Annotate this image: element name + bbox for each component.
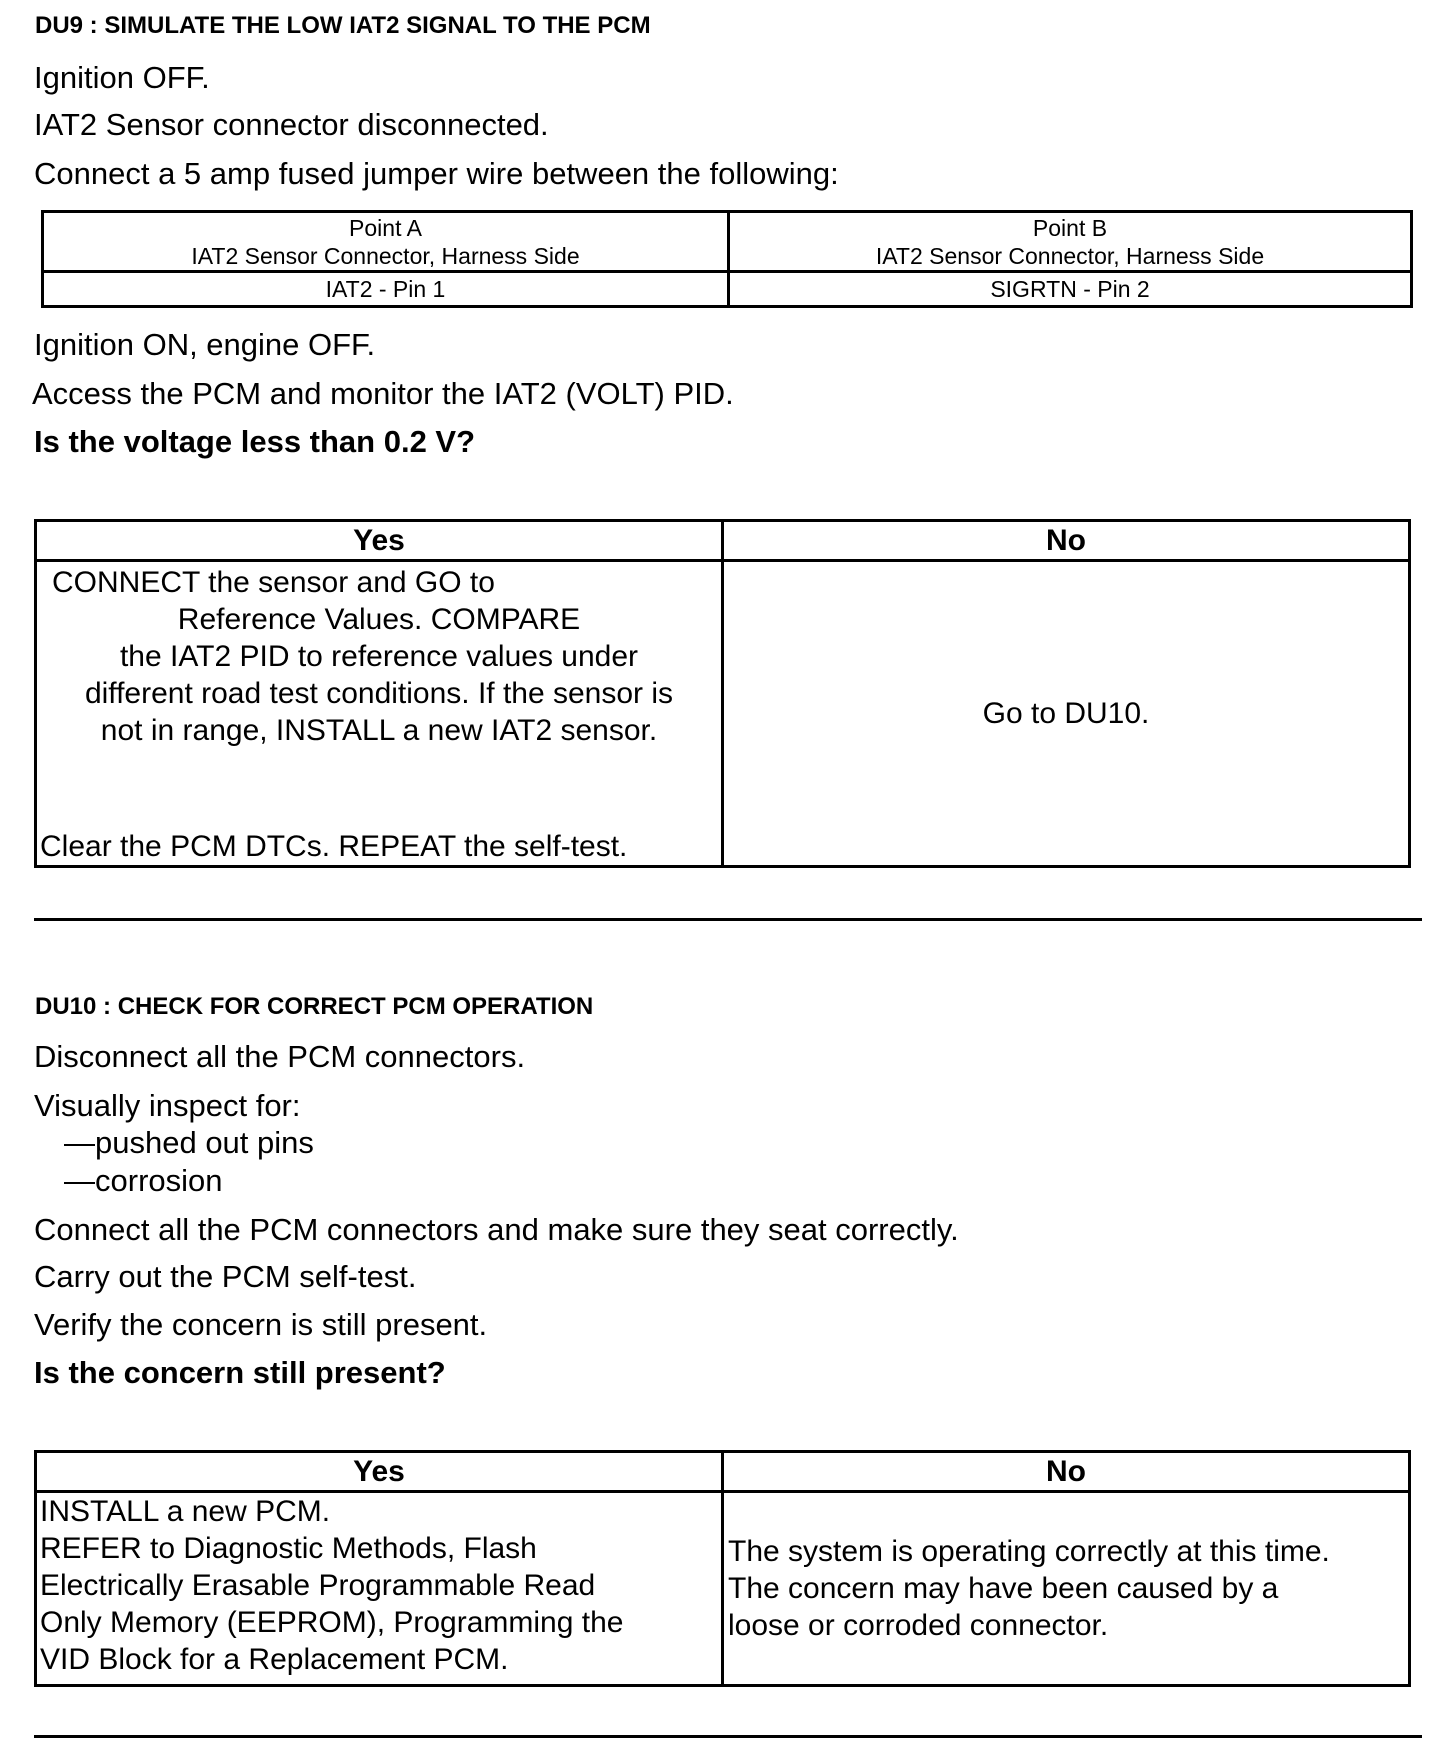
step-text: Connect a 5 amp fused jumper wire between the following: [34,156,839,191]
step-text: Ignition ON, engine OFF. [34,327,376,362]
step-text: Access the PCM and monitor the IAT2 (VOLT) PID. [32,376,734,411]
yes-cell [36,561,723,867]
point-a-pin: IAT2 - Pin 1 [43,272,729,307]
yes-line: CONNECT the sensor and GO to [52,566,495,599]
du9-result-table [34,519,1411,868]
point-b-header [729,212,1412,272]
no-line: loose or corroded connector. [728,1609,1109,1642]
step-text: Verify the concern is still present. [34,1307,488,1342]
yes-line: VID Block for a Replacement PCM. [40,1643,509,1676]
du10-result-table [34,1450,1411,1687]
no-cell [723,1492,1410,1686]
du9-title: DU9 : SIMULATE THE LOW IAT2 SIGNAL TO THE PCM [35,12,651,39]
no-header: No [723,1452,1410,1492]
du9-question: Is the voltage less than 0.2 V? [34,424,476,459]
divider [34,918,1422,921]
yes-line: Reference Values. COMPARE [177,603,581,636]
yes-header: Yes [36,1452,723,1492]
point-b-pin: SIGRTN - Pin 2 [729,272,1412,307]
no-line: The system is operating correctly at this time. [728,1535,1330,1568]
yes-line: different road test conditions. If the sensor is [84,677,674,710]
list-item: —pushed out pins [64,1125,314,1160]
no-line: The concern may have been caused by a [728,1572,1279,1605]
point-a-location: IAT2 Sensor Connector, Harness Side [191,242,580,269]
no-cell: Go to DU10. [723,561,1410,867]
jumper-table [41,210,1413,308]
point-b-location: IAT2 Sensor Connector, Harness Side [875,242,1265,269]
yes-line: the IAT2 PID to reference values under [119,640,639,673]
step-text: Carry out the PCM self-test. [34,1259,417,1294]
yes-line: Clear the PCM DTCs. REPEAT the self-test. [40,830,628,863]
no-header: No [723,521,1410,561]
yes-line: Electrically Erasable Programmable Read [40,1569,596,1602]
divider [34,1735,1422,1738]
point-a-label: Point A [349,214,422,241]
yes-line: Only Memory (EEPROM), Programming the [40,1606,624,1639]
yes-header: Yes [36,521,723,561]
yes-cell [36,1492,723,1686]
step-text: Connect all the PCM connectors and make sure they seat correctly. [34,1212,959,1247]
du10-title: DU10 : CHECK FOR CORRECT PCM OPERATION [35,993,594,1020]
step-text: Ignition OFF. [34,60,210,95]
du10-question: Is the concern still present? [34,1355,446,1390]
point-b-label: Point B [1032,214,1108,241]
yes-line: REFER to Diagnostic Methods, Flash [40,1532,537,1565]
yes-line: INSTALL a new PCM. [40,1495,331,1528]
point-a-header [43,212,729,272]
list-item: —corrosion [64,1163,223,1198]
step-text: Disconnect all the PCM connectors. [34,1039,526,1074]
step-text: IAT2 Sensor connector disconnected. [34,107,549,142]
step-text: Visually inspect for: [34,1088,301,1123]
yes-line: not in range, INSTALL a new IAT2 sensor. [100,714,658,747]
